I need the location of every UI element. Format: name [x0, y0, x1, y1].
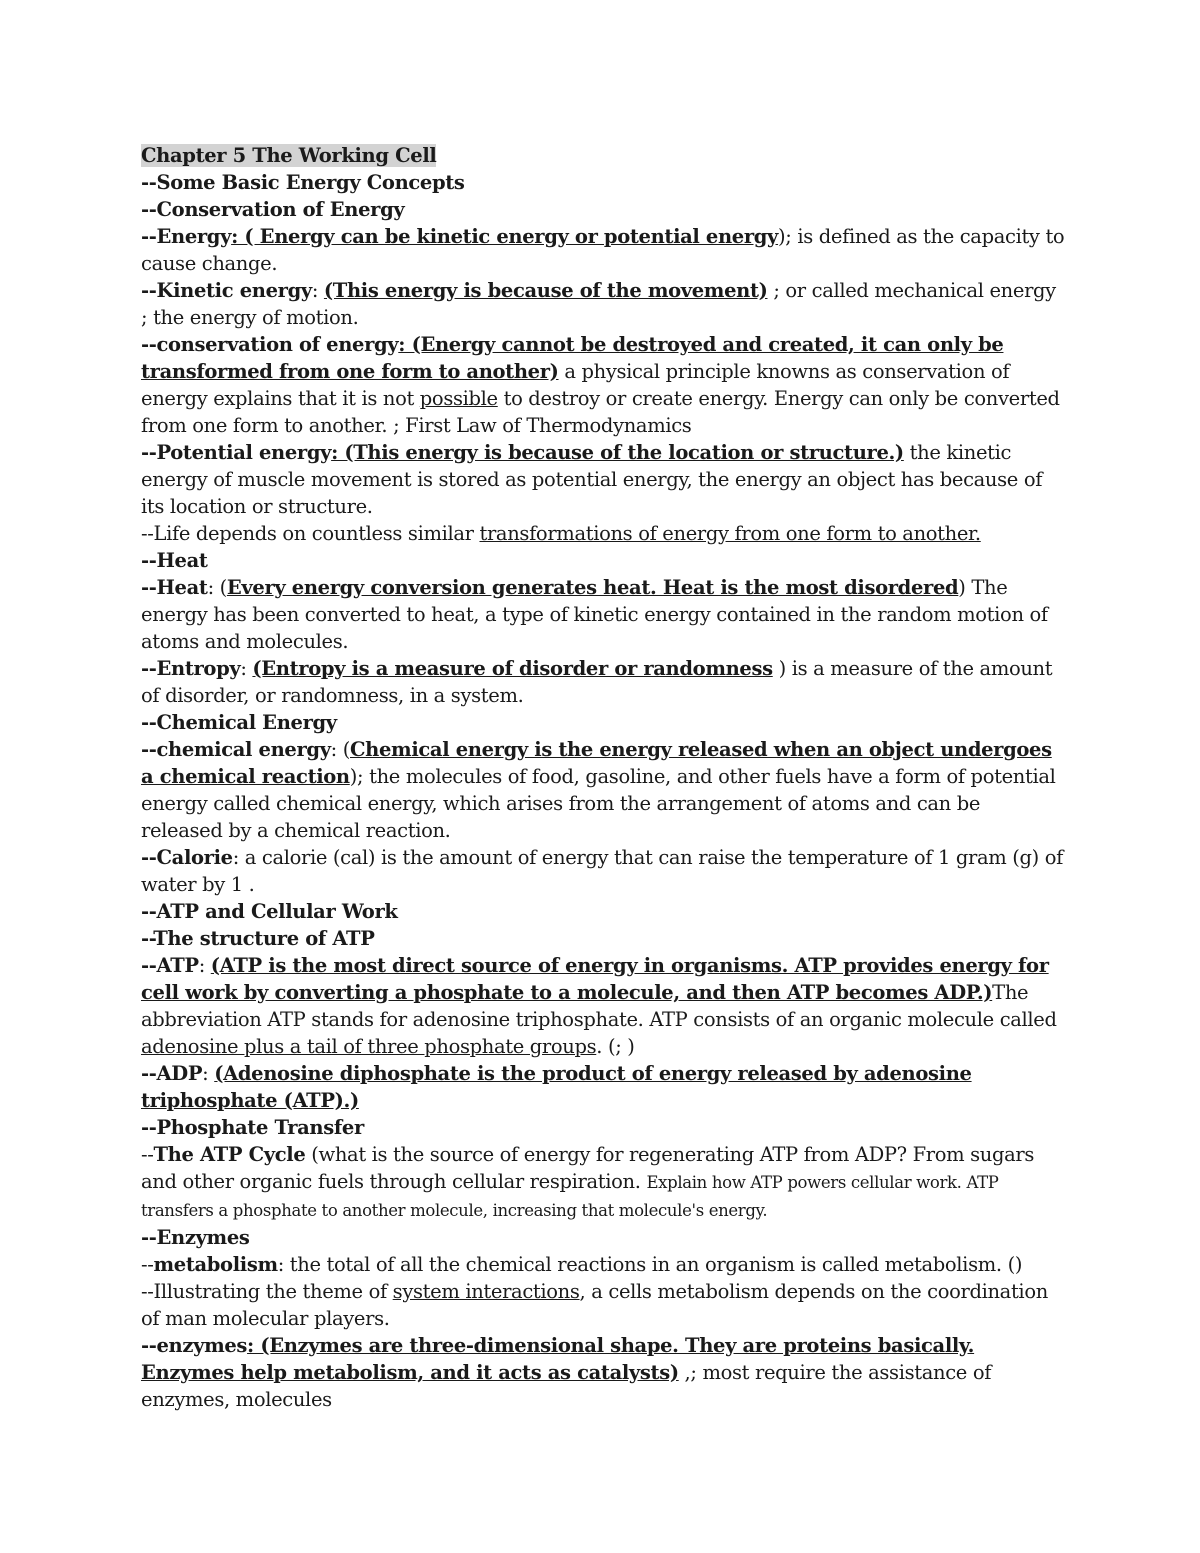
definition: (Adenosine diphosphate is the product of energy released by adenosine triphosphate (ATP).): [141, 1062, 972, 1112]
body-text: . (; ): [596, 1035, 635, 1058]
body-text: a physical principle knowns as conservation of energy explains that it is not: [141, 360, 1010, 410]
paragraph-life: [141, 520, 1066, 547]
paragraph-atp: [141, 952, 1066, 1060]
heading-text: --ATP and Cellular Work: [141, 900, 398, 923]
definition: : (Energy cannot be destroyed and created, it can only be transformed from one form to another): [141, 333, 1004, 383]
body-text: ) is a measure of the amount of disorder, or randomness, in a system.: [141, 657, 1053, 707]
document-page: [141, 142, 1066, 1413]
definition: : (This energy is because of the location or structure.): [331, 441, 904, 464]
term: --ADP: [141, 1062, 203, 1085]
definition: (Entropy is a measure of disorder or randomness: [252, 657, 773, 680]
body-text: :: [202, 1062, 215, 1085]
body-text: : (: [330, 738, 350, 761]
heading-text: --Some Basic Energy Concepts: [141, 171, 465, 194]
paragraph-conservation: [141, 331, 1066, 439]
body-text: --: [141, 1143, 154, 1166]
heading-enzymes: [141, 1224, 1066, 1251]
heading-text: --Phosphate Transfer: [141, 1116, 364, 1139]
term: metabolism: [153, 1253, 278, 1276]
term: --ATP: [141, 954, 199, 977]
term: --conservation of energy: [141, 333, 399, 356]
body-text: --Illustrating the theme of: [141, 1280, 393, 1303]
term: --Energy: [141, 225, 232, 248]
body-text: the kinetic energy of muscle movement is stored as potential energy, the energy an object has because of its location or structure.: [141, 441, 1043, 518]
body-text: ) The energy has been converted to heat, a type of kinetic energy contained in the random motion of atoms and molecules.: [141, 576, 1048, 653]
paragraph-energy: [141, 223, 1066, 277]
body-text: The abbreviation ATP stands for adenosine triphosphate. ATP consists of an organic molecule called: [141, 981, 1057, 1031]
body-text: :: [198, 954, 211, 977]
term: --Calorie: [141, 846, 233, 869]
body-text: , a cells metabolism depends on the coordination of man molecular players.: [141, 1280, 1048, 1330]
paragraph-metabolism: [141, 1251, 1066, 1278]
heading-conservation: [141, 196, 1066, 223]
small-text: Explain how ATP powers cellular work. ATP transfers a phosphate to another molecule, increasing that molecule's energy.: [141, 1173, 999, 1220]
term: --Heat: [141, 576, 208, 599]
definition: : ( Energy can be kinetic energy or potential energy: [231, 225, 779, 248]
term: --Potential energy: [141, 441, 332, 464]
title-highlight: Chapter 5 The Working Cell: [141, 144, 437, 167]
paragraph-atp-cycle: [141, 1141, 1066, 1224]
body-text: --Life depends on countless similar: [141, 522, 480, 545]
term: --chemical energy: [141, 738, 331, 761]
heading-phosphate: [141, 1114, 1066, 1141]
paragraph-chemical: [141, 736, 1066, 844]
body-text: : the total of all the chemical reactions in an organism is called metabolism. (): [277, 1253, 1023, 1276]
body-text: to destroy or create energy. Energy can only be converted from one form to another. ; First Law of Thermodynamics: [141, 387, 1060, 437]
heading-text: --Chemical Energy: [141, 711, 337, 734]
underlined-text: possible: [419, 387, 498, 410]
definition: (This energy is because of the movement): [323, 279, 768, 302]
paragraph-enzymes: [141, 1332, 1066, 1413]
heading-text: --Conservation of Energy: [141, 198, 405, 221]
heading-basic-energy: [141, 169, 1066, 196]
heading-text: --Heat: [141, 549, 208, 572]
definition: : (Enzymes are three-dimensional shape. They are proteins basically. Enzymes help metabolism, and it acts as catalysts): [141, 1334, 975, 1384]
heading-chemical: [141, 709, 1066, 736]
definition: (ATP is the most direct source of energy in organisms. ATP provides energy for cell work by converting a phosphate to a molecule, and then ATP becomes ADP.): [141, 954, 1049, 1004]
heading-text: --The structure of ATP: [141, 927, 375, 950]
heading-text: --Enzymes: [141, 1226, 250, 1249]
term: --Kinetic energy: [141, 279, 312, 302]
heading-atp-work: [141, 898, 1066, 925]
heading-atp-structure: [141, 925, 1066, 952]
definition: Chemical energy is the energy released when an object undergoes a chemical reaction: [141, 738, 1052, 788]
definition: Every energy conversion generates heat. Heat is the most disordered: [226, 576, 959, 599]
paragraph-kinetic: [141, 277, 1066, 331]
paragraph-entropy: [141, 655, 1066, 709]
body-text: (what is the source of energy for regenerating ATP from ADP? From sugars and other organic fuels through cellular respiration.: [141, 1143, 1035, 1193]
underlined-text: transformations of energy from one form to another.: [479, 522, 981, 545]
body-text: :: [311, 279, 324, 302]
page-title: [141, 142, 1066, 169]
body-text: --: [141, 1253, 154, 1276]
body-text: :: [240, 657, 253, 680]
body-text: ); the molecules of food, gasoline, and other fuels have a form of potential energy called chemical energy, which arises from the arrangement of atoms and can be released by a chemical reaction.: [141, 765, 1056, 842]
body-text: : a calorie (cal) is the amount of energy that can raise the temperature of 1 gram (g) of water by 1 .: [141, 846, 1064, 896]
paragraph-adp: [141, 1060, 1066, 1114]
paragraph-potential: [141, 439, 1066, 520]
term: The ATP Cycle: [153, 1143, 306, 1166]
body-text: ); is defined as the capacity to cause change.: [141, 225, 1065, 275]
paragraph-heat: [141, 574, 1066, 655]
body-text: ,; most require the assistance of enzymes, molecules: [141, 1361, 992, 1411]
heading-heat: [141, 547, 1066, 574]
body-text: ; or called mechanical energy ; the energy of motion.: [141, 279, 1056, 329]
term: --enzymes: [141, 1334, 248, 1357]
body-text: : (: [207, 576, 227, 599]
underlined-text: system interactions: [392, 1280, 580, 1303]
paragraph-illustrating: [141, 1278, 1066, 1332]
paragraph-calorie: [141, 844, 1066, 898]
term: --Entropy: [141, 657, 241, 680]
underlined-text: adenosine plus a tail of three phosphate groups: [141, 1035, 597, 1058]
